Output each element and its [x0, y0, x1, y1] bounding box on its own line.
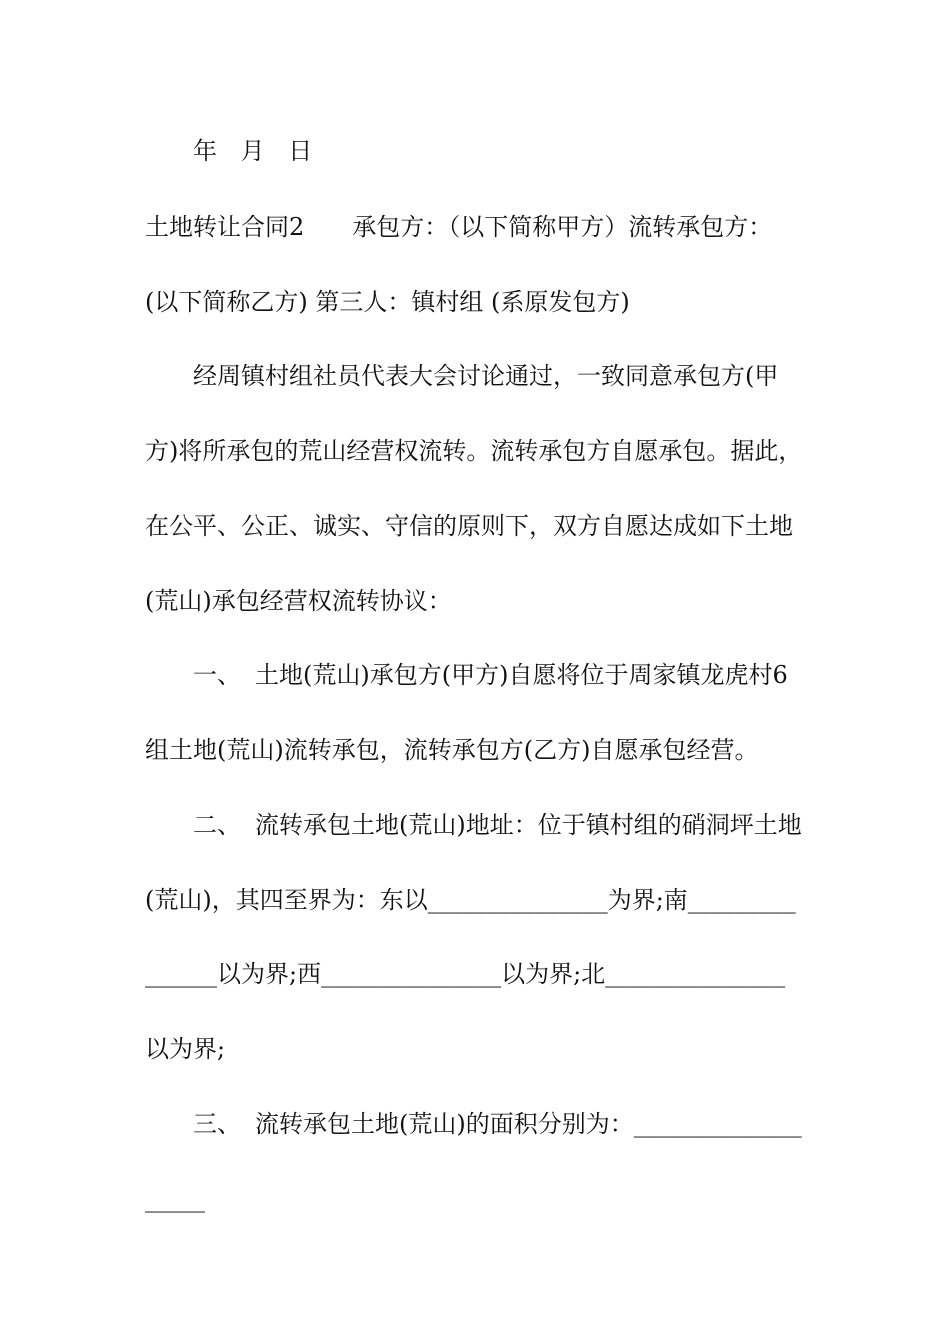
clause-2-text-1: 流转承包土地(荒山)地址：位于镇村组的硝洞坪土地	[255, 811, 802, 839]
clause-2-line-1	[193, 810, 810, 840]
clause-2-line-4: 以为界;	[145, 1035, 226, 1063]
parties-line-1: 承包方：（以下简称甲方）流转承包方：	[352, 213, 773, 241]
heading-line-1	[145, 212, 810, 242]
clause-2-number: 二、	[193, 811, 241, 839]
clause-2-line-2: (荒山)，其四至界为：东以_______________为界;南_________	[145, 886, 796, 914]
clause-1-line-1	[193, 660, 810, 690]
clause-3-text-1: 流转承包土地(荒山)的面积分别为：______________	[255, 1110, 802, 1138]
clause-1-number: 一、	[193, 661, 241, 689]
clause-1-line-2: 组土地(荒山)流转承包，流转承包方(乙方)自愿承包经营。	[145, 736, 759, 764]
clause-3-line-2: _____	[145, 1185, 205, 1213]
intro-line-3: 在公平、公正、诚实、守信的原则下，双方自愿达成如下土地	[145, 512, 793, 540]
intro-line-2: 方)将所承包的荒山经营权流转。流转承包方自愿承包。据此，	[145, 437, 803, 465]
clause-3-line-1	[193, 1109, 810, 1139]
clause-3-number: 三、	[193, 1110, 241, 1138]
contract-title: 土地转让合同2	[145, 213, 305, 241]
intro-line-4: (荒山)承包经营权流转协议：	[145, 587, 452, 615]
clause-1-text-1: 土地(荒山)承包方(甲方)自愿将位于周家镇龙虎村6	[255, 661, 788, 689]
date-line: 年 月 日	[193, 137, 321, 165]
parties-line-2: (以下简称乙方) 第三人：镇村组 (系原发包方)	[145, 288, 630, 316]
clause-2-line-3: ______以为界;西_______________以为界;北_______________	[145, 960, 786, 988]
intro-line-1: 经周镇村组社员代表大会讨论通过，一致同意承包方(甲	[193, 362, 779, 390]
